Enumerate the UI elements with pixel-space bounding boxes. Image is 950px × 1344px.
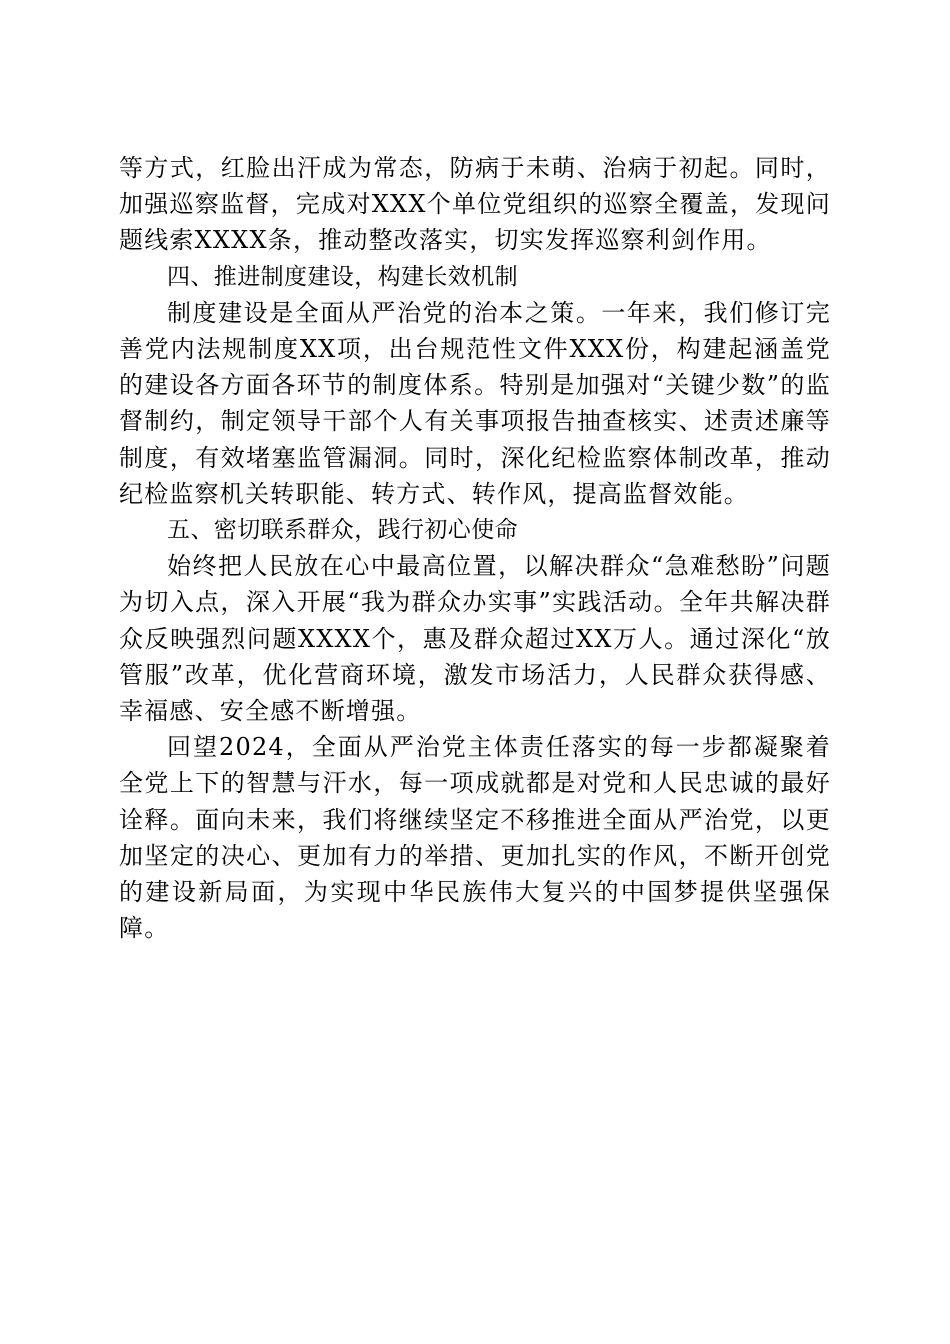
- section-heading: 五、密切联系群众，践行初心使命: [167, 517, 518, 544]
- document-page: [119, 150, 831, 946]
- body-paragraph: 制度建设是全面从严治党的治本之策。一年来，我们修订完善党内法规制度XX项，出台规范性文件XXX份，构建起涵盖党的建设各方面各环节的制度体系。特别是加强对“关键少数”的监督制约，制定领导干部个人有关事项报告抽查核实、述责述廉等制度，有效堵塞监管漏洞。同时，深化纪检监察体制改革，推动纪检监察机关转职能、转方式、转作风，提高监督效能。: [119, 298, 831, 508]
- body-paragraph: 回望2024，全面从严治党主体责任落实的每一步都凝聚着全党上下的智慧与汗水，每一项成就都是对党和人民忠诚的最好诠释。面向未来，我们将继续坚定不移推进全面从严治党，以更加坚定的决心、更加有力的举措、更加扎实的作风，不断开创党的建设新局面，为实现中华民族伟大复兴的中国梦提供坚强保障。: [119, 733, 831, 943]
- section-heading: 四、推进制度建设，构建长效机制: [167, 263, 518, 290]
- body-paragraph: 始终把人民放在心中最高位置，以解决群众“急难愁盼”问题为切入点，深入开展“我为群众办实事”实践活动。全年共解决群众反映强烈问题XXXX个，惠及群众超过XX万人。通过深化“放管服”改革，优化营商环境，激发市场活力，人民群众获得感、幸福感、安全感不断增强。: [119, 552, 831, 726]
- body-paragraph: 等方式，红脸出汗成为常态，防病于未萌、治病于初起。同时，加强巡察监督，完成对XXX个单位党组织的巡察全覆盖，发现问题线索XXXX条，推动整改落实，切实发挥巡察利剑作用。: [119, 154, 831, 255]
